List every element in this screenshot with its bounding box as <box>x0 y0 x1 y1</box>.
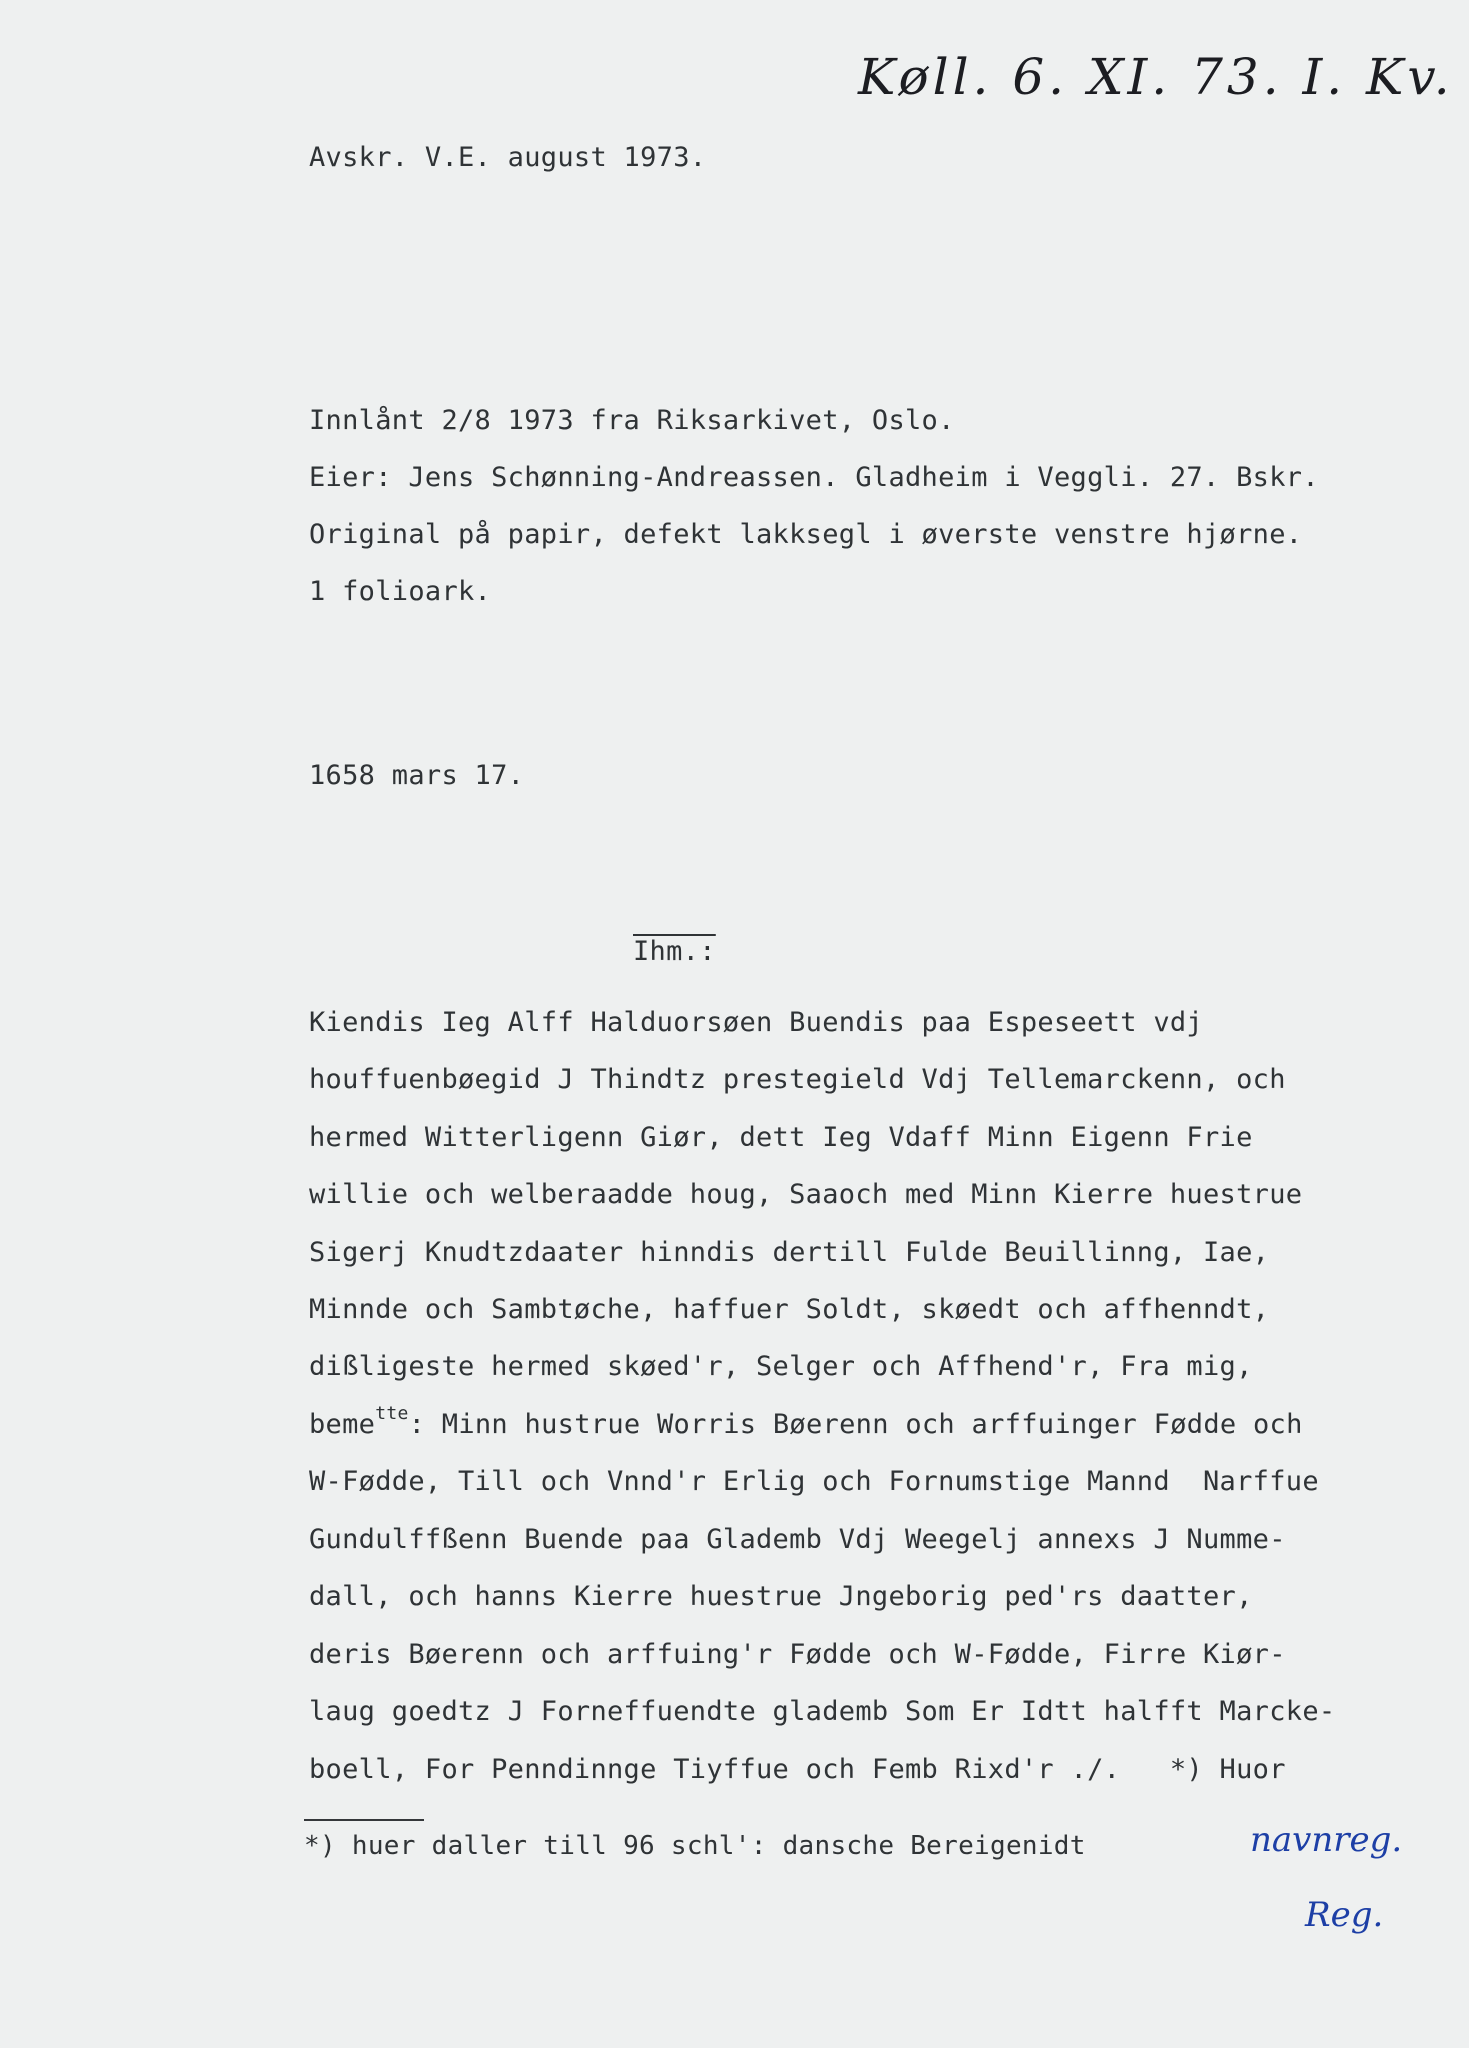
superscript-abbreviation: tte <box>375 1403 409 1424</box>
provenance-line: Original på papir, defekt lakksegl i øverste venstre hjørne. <box>309 519 1303 550</box>
body-line: dißligeste hermed skøed'r, Selger och Affhend'r, Fra mig, <box>309 1351 1253 1382</box>
document-date: 1658 mars 17. <box>309 760 525 791</box>
archive-annotation: Køll. 6. XI. 73. I. Kv. <box>858 48 1454 106</box>
body-line: Kiendis Ieg Alff Halduorsøen Buendis paa Espeseett vdj <box>309 1007 1203 1038</box>
transcription-note: Avskr. V.E. august 1973. <box>309 142 707 173</box>
body-line: Minnde och Sambtøche, haffuer Soldt, skøedt och affhenndt, <box>309 1294 1270 1325</box>
footnote: *) huer daller till 96 schl': dansche Bereigenidt <box>304 1831 1086 1861</box>
body-line: hermed Witterligenn Giør, dett Ieg Vdaff Minn Eigenn Frie <box>309 1122 1253 1153</box>
provenance-line: Innlånt 2/8 1973 fra Riksarkivet, Oslo. <box>309 405 955 436</box>
body-text-fragment: : Minn hustrue Worris Bøerenn och arffuinger Fødde och <box>408 1409 1303 1440</box>
body-line: houffuenbøegid J Thindtz prestegield Vdj Tellemarckenn, och <box>309 1064 1286 1095</box>
body-line <box>309 1403 1303 1440</box>
provenance-line: 1 folioark. <box>309 576 492 607</box>
body-line: boell, For Penndinnge Tiyffue och Femb Rixd'r ./. *) Huor <box>309 1754 1286 1785</box>
body-line: dall, och hanns Kierre huestrue Jngeborig ped'rs daatter, <box>309 1581 1253 1612</box>
margin-note-reg: Reg. <box>1305 1895 1384 1935</box>
body-text-fragment: beme <box>309 1409 376 1440</box>
body-line: Gundulffßenn Buende paa Glademb Vdj Weegelj annexs J Numme- <box>309 1524 1286 1555</box>
body-line: deris Bøerenn och arffuing'r Fødde och W-Fødde, Firre Kiør- <box>309 1639 1286 1670</box>
body-line: Sigerj Knudtzdaater hinndis dertill Fulde Beuillinng, Iae, <box>309 1237 1270 1268</box>
footnote-divider <box>304 1819 424 1821</box>
body-line: laug goedtz J Forneffuendte glademb Som Er Idtt halfft Marcke- <box>309 1696 1336 1727</box>
body-line: W-Fødde, Till och Vnnd'r Erlig och Fornumstige Mannd Narffue <box>309 1466 1319 1497</box>
document-heading: Ihm.: <box>633 936 716 967</box>
margin-note-navnreg: navnreg. <box>1250 1820 1403 1860</box>
body-line: willie och welberaadde houg, Saaoch med Minn Kierre huestrue <box>309 1179 1303 1210</box>
provenance-line: Eier: Jens Schønning-Andreassen. Gladheim i Veggli. 27. Bskr. <box>309 462 1319 493</box>
